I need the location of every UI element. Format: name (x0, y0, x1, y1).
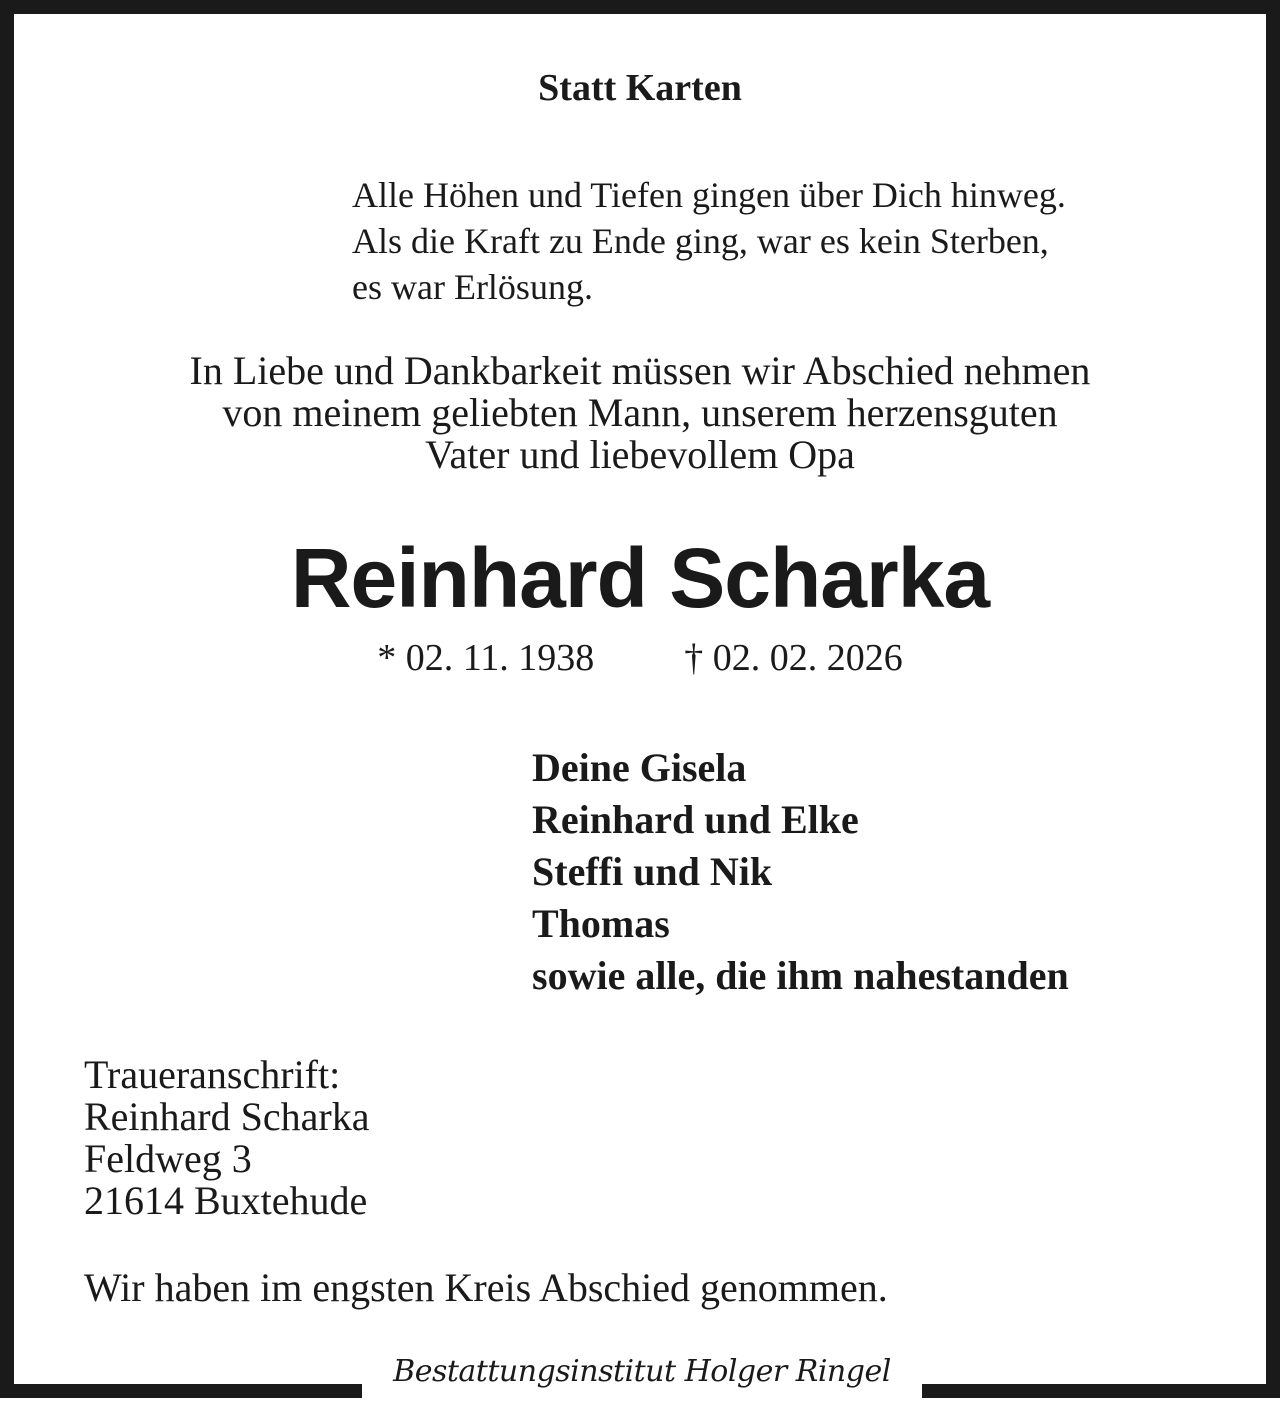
birth-date: * 02. 11. 1938 (377, 637, 595, 679)
frame-border-bottom-right (922, 1384, 1280, 1398)
frame-border-left (0, 0, 14, 1392)
verse-line: Als die Kraft zu Ende ging, war es kein Sterben, (352, 221, 1049, 261)
frame-border-top (0, 0, 1280, 14)
mourner-line: Thomas (532, 901, 670, 946)
deceased-name: Reinhard Scharka (290, 531, 990, 625)
mourning-address (84, 1054, 784, 1222)
address-line: 21614 Buxtehude (84, 1178, 368, 1223)
mourner-line: Deine Gisela (532, 745, 747, 790)
intro-line: In Liebe und Dankbarkeit müssen wir Abschied nehmen (189, 348, 1091, 393)
verse-line: Alle Höhen und Tiefen gingen über Dich hinweg. (352, 175, 1066, 215)
mourners-list (532, 742, 1252, 1002)
funeral-home-label: Bestattungsinstitut Holger Ringel (393, 1354, 891, 1389)
life-dates (0, 636, 1280, 680)
frame-border-bottom-left (0, 1384, 362, 1398)
verse-line: es war Erlösung. (352, 267, 593, 307)
intro-line: Vater und liebevollem Opa (425, 432, 855, 477)
address-line: Feldweg 3 (84, 1136, 252, 1181)
farewell-intro (0, 350, 1280, 476)
memorial-verse (352, 172, 1232, 310)
address-line: Reinhard Scharka (84, 1094, 370, 1139)
mourner-line: Reinhard und Elke (532, 797, 859, 842)
intro-line: von meinem geliebten Mann, unserem herzensguten (222, 390, 1058, 435)
closing-statement: Wir haben im engsten Kreis Abschied genommen. (84, 1265, 888, 1310)
notice-header: Statt Karten (538, 67, 742, 109)
address-line: Traueranschrift: (84, 1052, 341, 1097)
death-date: † 02. 02. 2026 (684, 637, 903, 679)
mourner-line: Steffi und Nik (532, 849, 773, 894)
mourner-line: sowie alle, die ihm nahestanden (532, 953, 1069, 998)
frame-border-right (1266, 0, 1280, 1392)
